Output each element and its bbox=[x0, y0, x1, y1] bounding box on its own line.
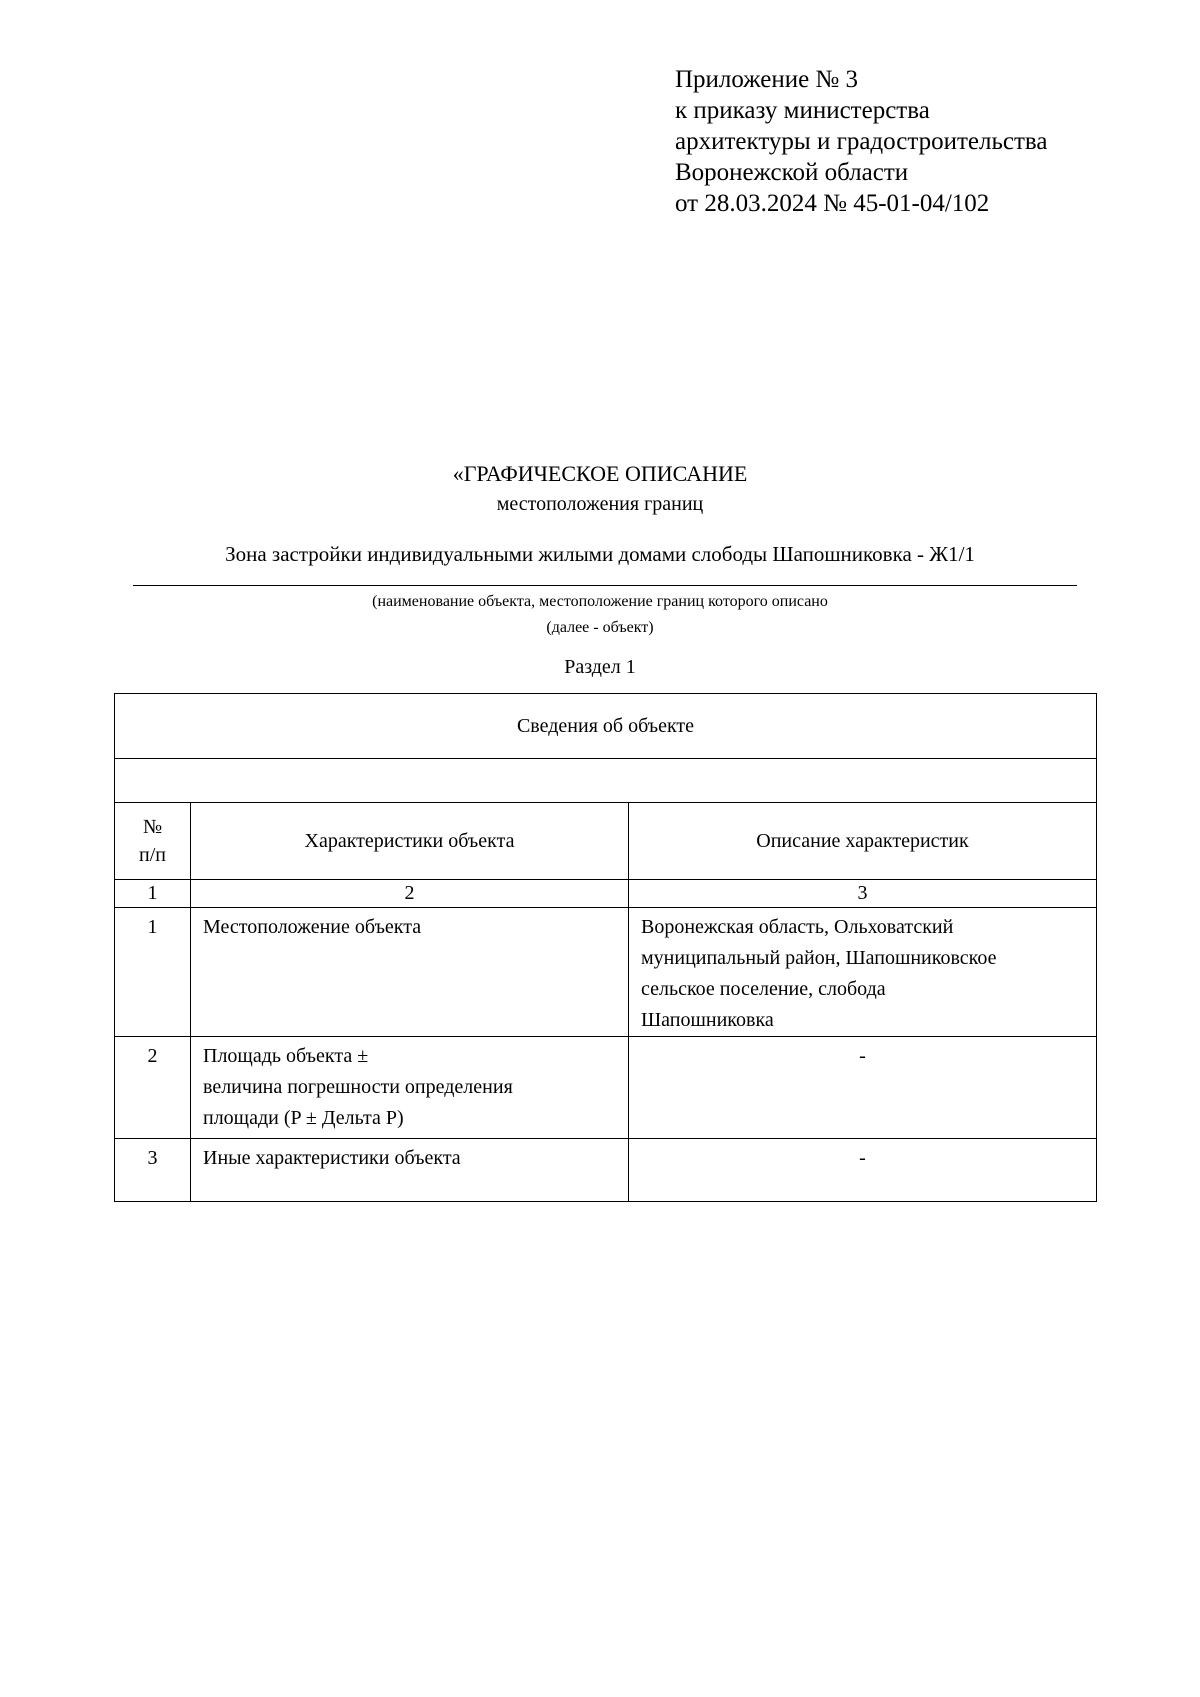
appendix-line: Воронежской области bbox=[675, 159, 909, 186]
header-number bbox=[115, 803, 191, 880]
appendix-line: к приказу министерства bbox=[675, 97, 930, 124]
column-number: 3 bbox=[629, 880, 1097, 908]
cell-line: Шапошниковка bbox=[641, 1009, 774, 1031]
appendix-line: Приложение № 3 bbox=[675, 66, 859, 93]
table-row bbox=[115, 1139, 1097, 1202]
row-number: 1 bbox=[115, 908, 191, 1037]
column-number: 1 bbox=[115, 880, 191, 908]
row-characteristic bbox=[191, 908, 629, 1037]
appendix-line: от 28.03.2024 № 45-01-04/102 bbox=[675, 190, 990, 217]
document-subtitle: местоположения границ bbox=[496, 493, 704, 515]
empty-row bbox=[115, 759, 1097, 803]
cell-line: сельское поселение, слобода bbox=[641, 978, 886, 1000]
underline-rule bbox=[133, 585, 1077, 586]
object-info-table bbox=[114, 693, 1097, 1202]
row-description bbox=[629, 1139, 1097, 1202]
row-characteristic bbox=[191, 1139, 629, 1202]
row-characteristic bbox=[191, 1037, 629, 1139]
cell-line: муниципальный район, Шапошниковское bbox=[641, 947, 997, 969]
cell-line: величина погрешности определения bbox=[203, 1076, 513, 1098]
table-row bbox=[115, 1037, 1097, 1139]
appendix-line: архитектуры и градостроительства bbox=[675, 128, 1048, 155]
table-header-row bbox=[115, 803, 1097, 880]
object-name: Зона застройки индивидуальными жилыми домами слободы Шапошниковка - Ж1/1 bbox=[225, 542, 975, 566]
header-number-line: п/п bbox=[139, 844, 166, 866]
table-row bbox=[115, 908, 1097, 1037]
column-number: 2 bbox=[191, 880, 629, 908]
cell-line: - bbox=[859, 1147, 866, 1169]
header-description: Описание характеристик bbox=[629, 803, 1097, 880]
header-number-line: № bbox=[142, 816, 163, 838]
cell-line: - bbox=[859, 1045, 866, 1067]
cell-line: Местоположение объекта bbox=[203, 916, 422, 938]
appendix-block bbox=[675, 64, 1047, 219]
row-number: 2 bbox=[115, 1037, 191, 1139]
row-description bbox=[629, 908, 1097, 1037]
cell-line: Площадь объекта ± bbox=[203, 1045, 369, 1067]
document-title: «ГРАФИЧЕСКОЕ ОПИСАНИЕ bbox=[452, 461, 748, 486]
header-characteristics: Характеристики объекта bbox=[191, 803, 629, 880]
object-caption: (наименование объекта, местоположение границ которого описано bbox=[372, 593, 828, 610]
column-number-row bbox=[115, 880, 1097, 908]
section-label: Раздел 1 bbox=[564, 656, 636, 678]
cell-line: площади (P ± Дельта P) bbox=[203, 1107, 404, 1129]
cell-line: Иные характеристики объекта bbox=[203, 1147, 461, 1169]
table-title: Сведения об объекте bbox=[115, 694, 1097, 759]
row-description bbox=[629, 1037, 1097, 1139]
row-number: 3 bbox=[115, 1139, 191, 1202]
cell-line: Воронежская область, Ольховатский bbox=[641, 916, 954, 938]
object-caption: (далее - объект) bbox=[546, 619, 654, 636]
